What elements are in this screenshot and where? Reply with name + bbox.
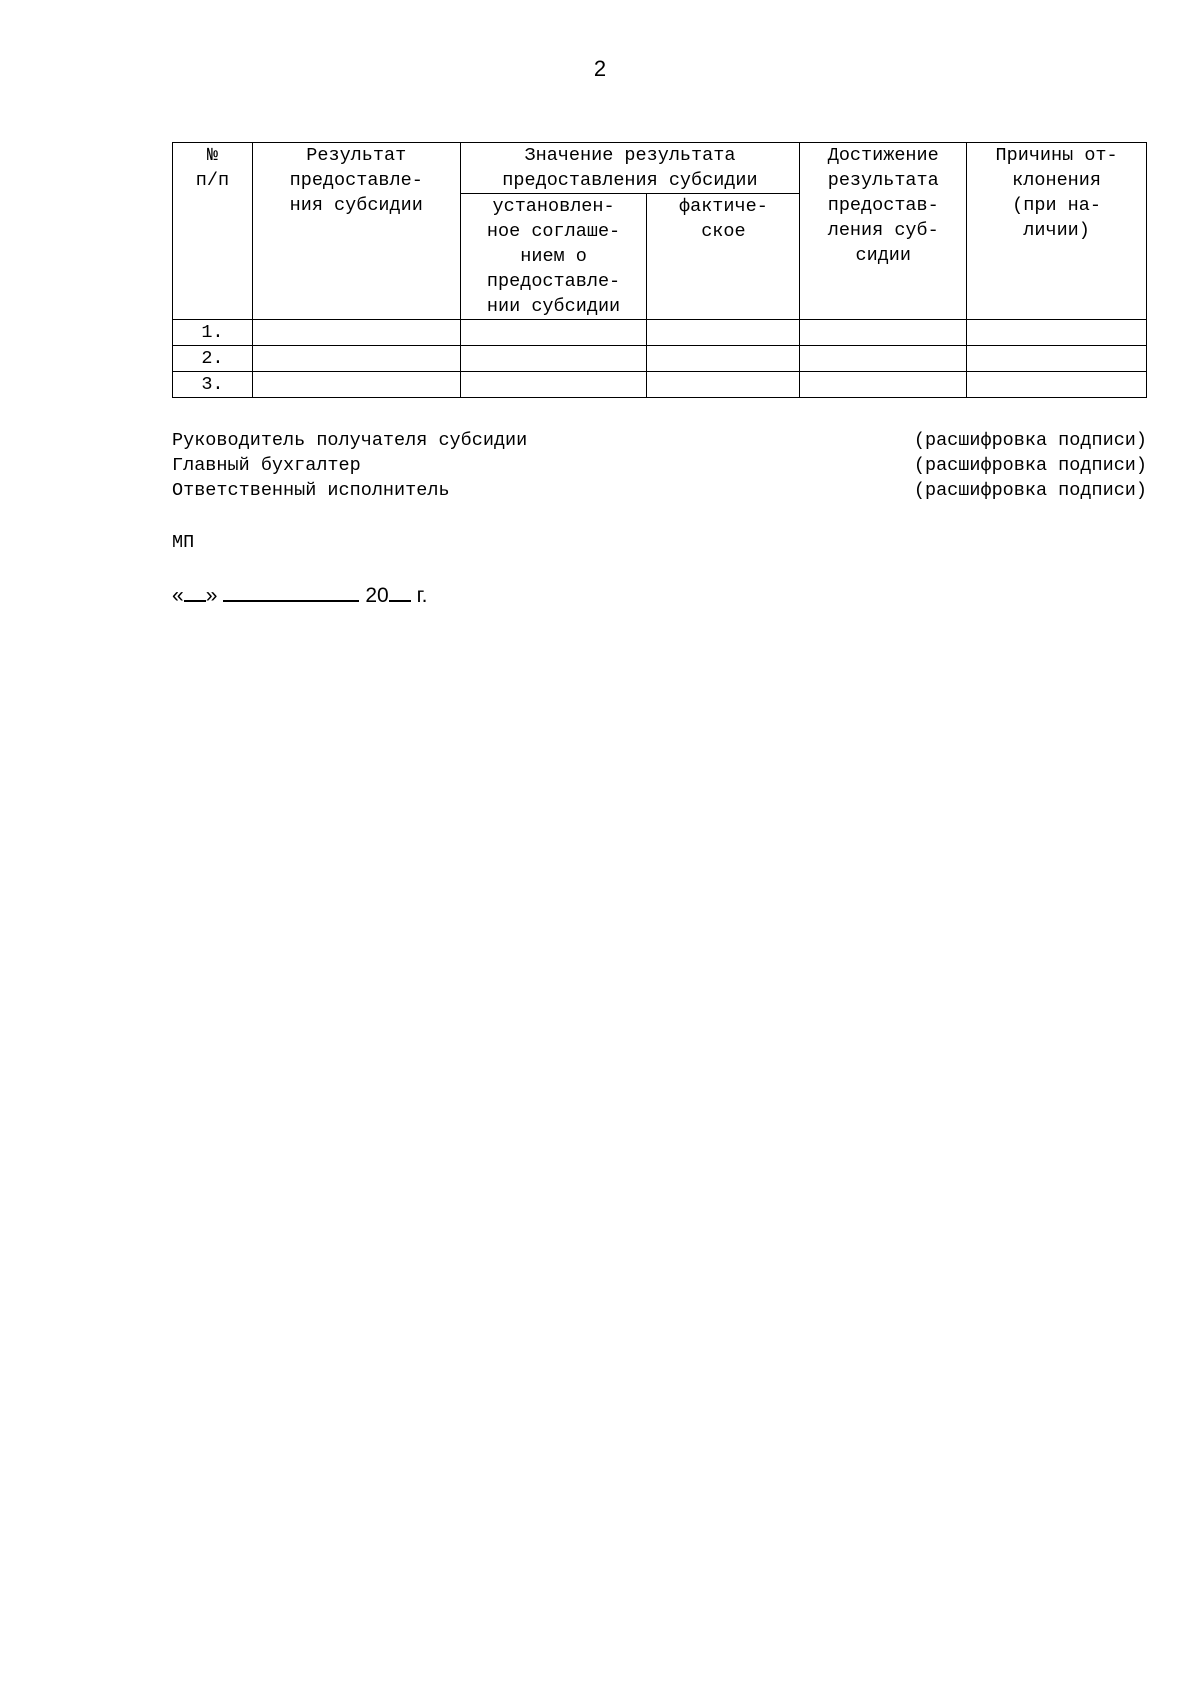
signature-role: Главный бухгалтер [172,455,361,476]
result-cell [252,346,460,372]
achievement-cell [800,372,967,398]
reasons-cell [967,346,1147,372]
signature-note: (расшифровка подписи) [913,455,1147,476]
row-number: 2. [173,346,253,372]
signature-note: (расшифровка подписи) [913,480,1147,501]
established-cell [460,372,647,398]
signature-row-head [172,428,1147,453]
year-prefix: 20 [365,584,389,607]
header-result: Результат предоставле- ния субсидии [252,143,460,320]
signature-row-accountant [172,453,1147,478]
reasons-cell [967,320,1147,346]
reasons-cell [967,372,1147,398]
signature-role: Ответственный исполнитель [172,480,450,501]
table-row [173,372,1147,398]
date-close-quote: » [205,584,218,607]
header-value-group: Значение результата предоставления субсидии [460,143,800,194]
actual-cell [647,346,800,372]
actual-cell [647,372,800,398]
month-blank [223,599,359,602]
table-row [173,320,1147,346]
header-established: установлен- ное соглаше- нием о предоставле- нии субсидии [460,194,647,320]
row-number: 3. [173,372,253,398]
subsidy-results-table [172,142,1147,398]
signature-note: (расшифровка подписи) [913,430,1147,451]
table-row [173,346,1147,372]
actual-cell [647,320,800,346]
achievement-cell [800,320,967,346]
signature-role: Руководитель получателя субсидии [172,430,528,451]
date-line [172,584,428,608]
page-number: 2 [593,56,607,81]
date-open-quote: « [172,584,184,607]
header-actual: фактиче- ское [647,194,800,320]
established-cell [460,320,647,346]
year-blank [389,599,411,602]
stamp-placeholder: МП [172,532,195,553]
header-num: № п/п [173,143,253,320]
header-reasons: Причины от- клонения (при на- личии) [967,143,1147,320]
header-achievement: Достижение результата предостав- ления суб- сидии [800,143,967,320]
day-blank [184,599,206,602]
year-suffix: г. [416,584,428,607]
signature-row-executor [172,478,1147,503]
result-cell [252,372,460,398]
row-number: 1. [173,320,253,346]
achievement-cell [800,346,967,372]
signature-block [172,428,1147,503]
established-cell [460,346,647,372]
result-cell [252,320,460,346]
